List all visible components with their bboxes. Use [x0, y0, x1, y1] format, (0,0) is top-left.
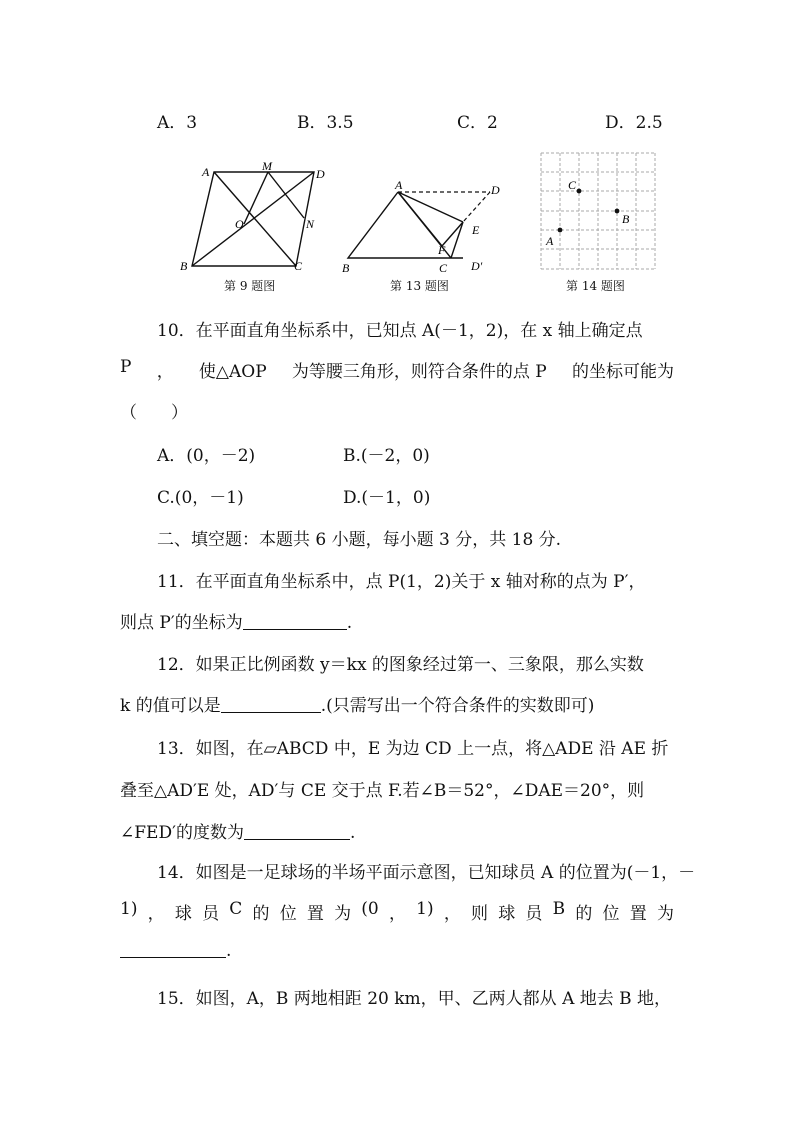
q14-line-2	[120, 899, 674, 924]
q14-token: 位	[279, 904, 297, 924]
q11-line-2	[120, 608, 352, 633]
q10-word: 使△AOP	[198, 362, 267, 382]
q14-line-3	[120, 941, 231, 961]
q10-answer-paren: （ ）	[120, 403, 188, 423]
q10-line-1: 10．在平面直角坐标系中，已知点 A(－1，2)，在 x 轴上确定点	[157, 321, 643, 341]
fig13-label-f: F	[438, 243, 446, 257]
q9-option-d: D．2.5	[605, 113, 663, 133]
q14-token: 的	[252, 904, 270, 924]
q9-option-c: C．2	[457, 113, 498, 133]
grid-lines	[541, 153, 655, 269]
fig9-label-c: C	[294, 259, 303, 273]
q14-answer-blank[interactable]	[120, 941, 226, 958]
q14-token: 1)	[120, 899, 138, 919]
figure-9-parallelogram	[176, 158, 336, 276]
q14-token: 员	[202, 904, 220, 924]
q9-option-b: B．3.5	[297, 113, 354, 133]
q10-word: P	[120, 357, 132, 377]
fig9-label-o: O	[235, 217, 244, 231]
q14-line-1: 14．如图是一足球场的半场平面示意图，已知球员 A 的位置为(－1，－	[157, 863, 696, 883]
figure-13-folded-parallelogram	[338, 176, 510, 276]
q10-line-2	[120, 357, 674, 382]
q14-token: C	[229, 899, 243, 919]
q14-token: 置	[306, 904, 324, 924]
fig9-label-m: M	[262, 159, 272, 173]
fig13-label-a: A	[395, 178, 403, 192]
q10-word: 为等腰三角形，则符合条件的点 P	[291, 362, 547, 382]
q12-answer-blank[interactable]	[221, 696, 321, 713]
q14-token: 则	[471, 904, 489, 924]
q13-prefix: ∠FED′的度数为	[120, 823, 244, 843]
player-b-dot	[615, 209, 620, 214]
q12-suffix: .(只需写出一个符合条件的实数即可)	[320, 696, 595, 716]
fig13-label-d-prime: D′	[471, 259, 483, 273]
q14-token: 为	[656, 904, 674, 924]
fig14-label-b: B	[622, 212, 630, 226]
fig9-label-b: B	[180, 259, 188, 273]
q12-line-1: 12．如果正比例函数 y＝kx 的图象经过第一、三象限，那么实数	[157, 655, 644, 675]
q10-option-c: C.(0，－1)	[157, 488, 244, 508]
q14-token: 为	[334, 904, 352, 924]
q14-token: 位	[602, 904, 620, 924]
q14-token: 置	[629, 904, 647, 924]
fig9-label-n: N	[306, 217, 315, 231]
q13-suffix: .	[349, 823, 356, 843]
fig9-label-a: A	[202, 165, 210, 179]
fig9-caption: 第 9 题图	[224, 279, 276, 293]
q14-token: ，	[443, 904, 461, 924]
q14-token: 员	[525, 904, 543, 924]
q11-answer-blank[interactable]	[243, 613, 347, 630]
q10-word: 的坐标可能为	[571, 362, 674, 382]
fig13-label-c: C	[439, 261, 448, 275]
player-a-dot	[558, 228, 563, 233]
fig13-label-e: E	[472, 223, 480, 237]
fig14-label-c: C	[568, 178, 577, 192]
q13-answer-blank[interactable]	[244, 823, 350, 840]
q11-suffix: .	[346, 613, 353, 633]
fig13-caption: 第 13 题图	[390, 279, 449, 293]
q14-suffix: .	[226, 941, 232, 961]
q10-option-b: B.(－2，0)	[343, 446, 430, 466]
q12-prefix: k 的值可以是	[120, 696, 221, 716]
q10-option-a: A．(0，－2)	[157, 446, 256, 466]
player-c-dot	[577, 189, 582, 194]
q13-line-3	[120, 818, 355, 843]
q14-token: ，	[388, 904, 406, 924]
q14-token: 球	[498, 904, 516, 924]
q13-line-1: 13．如图，在▱ABCD 中，E 为边 CD 上一点，将△ADE 沿 AE 折	[157, 739, 669, 759]
q14-token: (0	[361, 899, 379, 919]
q14-token: 的	[575, 904, 593, 924]
section-2-heading: 二、填空题：本题共 6 小题，每小题 3 分，共 18 分.	[157, 530, 562, 550]
fig14-label-a: A	[546, 234, 554, 248]
figure-14-grid	[538, 151, 662, 273]
q15-line-1: 15．如图，A，B 两地相距 20 km，甲、乙两人都从 A 地去 B 地，	[157, 989, 672, 1009]
q14-token: 球	[174, 904, 192, 924]
q11-line-1: 11．在平面直角坐标系中，点 P(1，2)关于 x 轴对称的点为 P′，	[157, 572, 646, 592]
q9-option-a: A．3	[157, 113, 198, 133]
q12-line-2	[120, 691, 594, 716]
q11-prefix: 则点 P′的坐标为	[120, 613, 243, 633]
q14-token: B	[552, 899, 566, 919]
fig9-label-d: D	[316, 167, 325, 181]
q10-option-d: D.(－1，0)	[343, 488, 431, 508]
q13-line-2: 叠至△AD′E 处，AD′与 CE 交于点 F.若∠B＝52°，∠DAE＝20°，则	[120, 781, 645, 801]
q10-word: ，	[156, 362, 174, 382]
fig13-label-d: D	[491, 183, 500, 197]
q14-token: 1)	[416, 899, 434, 919]
fig14-caption: 第 14 题图	[566, 279, 625, 293]
q14-token: ，	[147, 904, 165, 924]
fig13-label-b: B	[342, 261, 350, 275]
